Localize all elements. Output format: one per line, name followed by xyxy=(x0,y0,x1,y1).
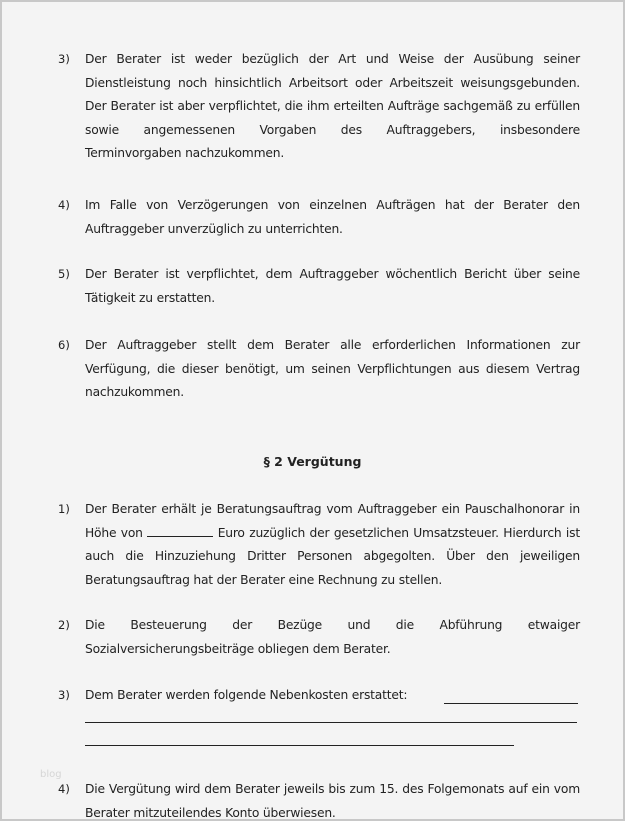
blank-line xyxy=(85,708,580,732)
text-line: Sozialversicherungsbeiträge obliegen dem Berater. xyxy=(85,638,580,662)
text-fragment: Euro zuzüglich der gesetzlichen Umsatzsteuer. Hierdurch ist xyxy=(218,526,580,540)
text-line: Terminvorgaben nachzukommen. xyxy=(85,142,580,166)
clause-number: 4) xyxy=(58,778,70,802)
clause-number: 3) xyxy=(58,684,70,708)
text-fragment: Höhe von xyxy=(85,526,143,540)
clause-item xyxy=(58,263,580,310)
clause-number: 5) xyxy=(58,263,70,287)
clause-number: 1) xyxy=(58,498,70,522)
clause-number: 2) xyxy=(58,614,70,638)
text-line: Im Falle von Verzögerungen von einzelnen Aufträgen hat der Berater den xyxy=(85,194,580,218)
text-line: Tätigkeit zu erstatten. xyxy=(85,287,580,311)
text-line: Auftraggeber unverzüglich zu unterrichten. xyxy=(85,218,580,242)
text-line: Der Berater ist aber verpflichtet, die ihm erteilten Aufträge sachgemäß zu erfüllen xyxy=(85,95,580,119)
clause-item xyxy=(58,48,580,166)
text-fragment: Dem Berater werden folgende Nebenkosten erstattet: xyxy=(85,688,407,702)
clause-item xyxy=(58,684,580,755)
text-line: Berater mitzuteilendes Konto überwiesen. xyxy=(85,802,580,825)
section-heading: § 2 Vergütung xyxy=(2,454,623,469)
text-line xyxy=(85,684,580,708)
clause-number: 6) xyxy=(58,334,70,358)
text-line: auch die Hinzuziehung Dritter Personen abgegolten. Über den jeweiligen xyxy=(85,545,580,569)
text-line: sowie angemessenen Vorgaben des Auftraggebers, insbesondere xyxy=(85,119,580,143)
clause-item xyxy=(58,778,580,825)
text-line: Dienstleistung noch hinsichtlich Arbeitsort oder Arbeitszeit weisungsgebunden. xyxy=(85,72,580,96)
text-line: Der Auftraggeber stellt dem Berater alle erforderlichen Informationen zur xyxy=(85,334,580,358)
fee-blank-field[interactable] xyxy=(147,522,213,537)
text-line xyxy=(85,522,580,546)
blank-line xyxy=(85,731,580,755)
clause-item xyxy=(58,334,580,405)
expenses-blank-field[interactable] xyxy=(444,689,578,704)
clause-item xyxy=(58,194,580,241)
expenses-blank-field[interactable] xyxy=(85,708,577,723)
clause-item xyxy=(58,614,580,661)
text-line: Beratungsauftrag hat der Berater eine Rechnung zu stellen. xyxy=(85,569,580,593)
watermark: blog xyxy=(40,769,62,780)
clause-item xyxy=(58,498,580,592)
text-line: Der Berater ist weder bezüglich der Art und Weise der Ausübung seiner xyxy=(85,48,580,72)
text-line: Verfügung, die dieser benötigt, um seinen Verpflichtungen aus diesem Vertrag xyxy=(85,358,580,382)
expenses-blank-field[interactable] xyxy=(85,731,514,746)
text-line: nachzukommen. xyxy=(85,381,580,405)
clause-number: 3) xyxy=(58,48,70,72)
text-line: Der Berater erhält je Beratungsauftrag vom Auftraggeber ein Pauschalhonorar in xyxy=(85,498,580,522)
text-line: Die Besteuerung der Bezüge und die Abführung etwaiger xyxy=(85,614,580,638)
text-line: Die Vergütung wird dem Berater jeweils bis zum 15. des Folgemonats auf ein vom xyxy=(85,778,580,802)
clause-number: 4) xyxy=(58,194,70,218)
text-line: Der Berater ist verpflichtet, dem Auftraggeber wöchentlich Bericht über seine xyxy=(85,263,580,287)
